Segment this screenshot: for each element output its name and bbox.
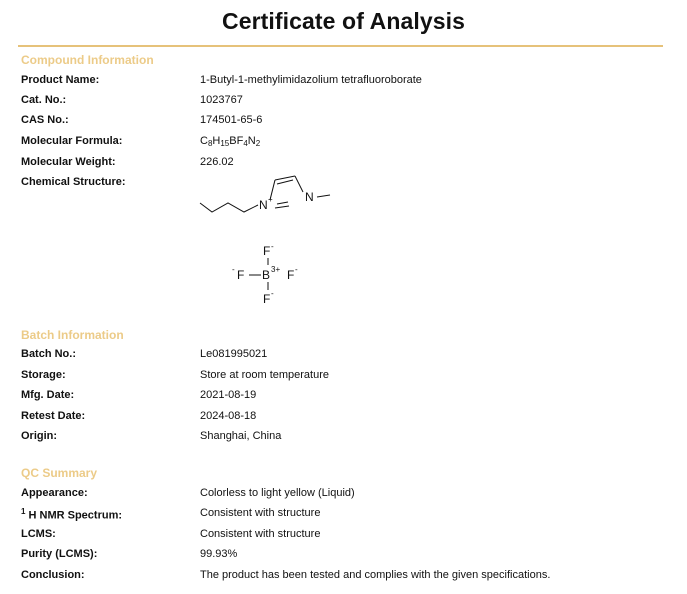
row-purity <box>21 548 661 564</box>
anion-fluorine-top-charge: - <box>271 242 274 251</box>
section-title-batch: Batch Information <box>21 328 124 342</box>
purity-label: Purity (LCMS): <box>21 548 98 560</box>
formula-n: N <box>247 135 256 147</box>
origin-label: Origin: <box>21 430 58 442</box>
row-conclusion <box>21 569 661 585</box>
cation-n1: N <box>259 198 268 212</box>
batch-no-value: Le081995021 <box>200 348 268 360</box>
molecular-formula-label: Molecular Formula: <box>21 135 123 147</box>
row-cas-no <box>21 114 661 130</box>
anion-fluorine-right: F <box>287 268 295 282</box>
formula-n-count: 2 <box>255 139 261 148</box>
anion-fluorine-bottom-charge: - <box>271 289 274 298</box>
section-title-compound: Compound Information <box>21 53 154 67</box>
row-storage <box>21 369 661 385</box>
chemical-structure-label: Chemical Structure: <box>21 176 126 188</box>
cas-no-label: CAS No.: <box>21 114 69 126</box>
row-molecular-formula <box>21 135 661 151</box>
batch-no-label: Batch No.: <box>21 348 76 360</box>
origin-value: Shanghai, China <box>200 430 282 442</box>
storage-value: Store at room temperature <box>200 369 330 381</box>
mfg-date-label: Mfg. Date: <box>21 389 75 401</box>
anion-fluorine-top: F <box>263 244 271 258</box>
document-title: Certificate of Analysis <box>221 8 466 34</box>
anion-fluorine-left: F <box>237 268 245 282</box>
molecular-formula-value <box>200 135 260 148</box>
formula-c-count: 8 <box>207 139 213 148</box>
anion-fluorine-right-charge: - <box>295 265 298 274</box>
row-batch-no <box>21 348 661 364</box>
product-name-value: 1-Butyl-1-methylimidazolium tetrafluoroborate <box>200 74 422 86</box>
cat-no-value: 1023767 <box>200 94 243 106</box>
retest-date-label: Retest Date: <box>21 410 86 422</box>
appearance-label: Appearance: <box>21 487 88 499</box>
cation-n3: N <box>305 190 314 204</box>
row-origin <box>21 430 661 446</box>
anion-boron: B <box>262 268 271 282</box>
formula-bf: BF <box>229 135 244 147</box>
nmr-label-isotope: 1 <box>21 507 26 516</box>
molecular-weight-value: 226.02 <box>200 156 234 168</box>
row-lcms <box>21 528 661 544</box>
row-retest-date <box>21 410 661 426</box>
retest-date-value: 2024-08-18 <box>200 410 257 422</box>
molecular-weight-label: Molecular Weight: <box>21 156 116 168</box>
anion-fluorine-bottom: F <box>263 292 271 306</box>
title-divider <box>18 45 663 47</box>
conclusion-label: Conclusion: <box>21 569 85 581</box>
anion-fluorine-left-charge: - <box>232 265 235 274</box>
mfg-date-value: 2021-08-19 <box>200 389 257 401</box>
section-title-qc: QC Summary <box>21 466 98 480</box>
formula-h-count: 15 <box>220 139 230 148</box>
row-appearance <box>21 487 661 503</box>
product-name-label: Product Name: <box>21 74 100 86</box>
anion-boron-charge: 3+ <box>271 265 281 274</box>
chemical-structure-diagram <box>195 170 345 310</box>
lcms-label: LCMS: <box>21 528 56 540</box>
formula-f-count: 4 <box>243 139 248 148</box>
storage-label: Storage: <box>21 369 66 381</box>
formula-c: C <box>200 135 208 147</box>
purity-value: 99.93% <box>200 548 238 560</box>
cation-n1-charge: + <box>268 195 273 204</box>
row-mfg-date <box>21 389 661 405</box>
cas-no-value: 174501-65-6 <box>200 114 263 126</box>
formula-h: H <box>212 135 221 147</box>
nmr-value: Consistent with structure <box>200 507 321 519</box>
lcms-value: Consistent with structure <box>200 528 321 540</box>
nmr-label <box>21 507 122 522</box>
nmr-label-text: H NMR Spectrum: <box>25 509 123 522</box>
row-product-name <box>21 74 661 90</box>
row-nmr <box>21 507 661 523</box>
cat-no-label: Cat. No.: <box>21 94 67 106</box>
row-cat-no <box>21 94 661 110</box>
conclusion-value: The product has been tested and complies with the given specifications. <box>200 569 551 581</box>
appearance-value: Colorless to light yellow (Liquid) <box>200 487 355 499</box>
